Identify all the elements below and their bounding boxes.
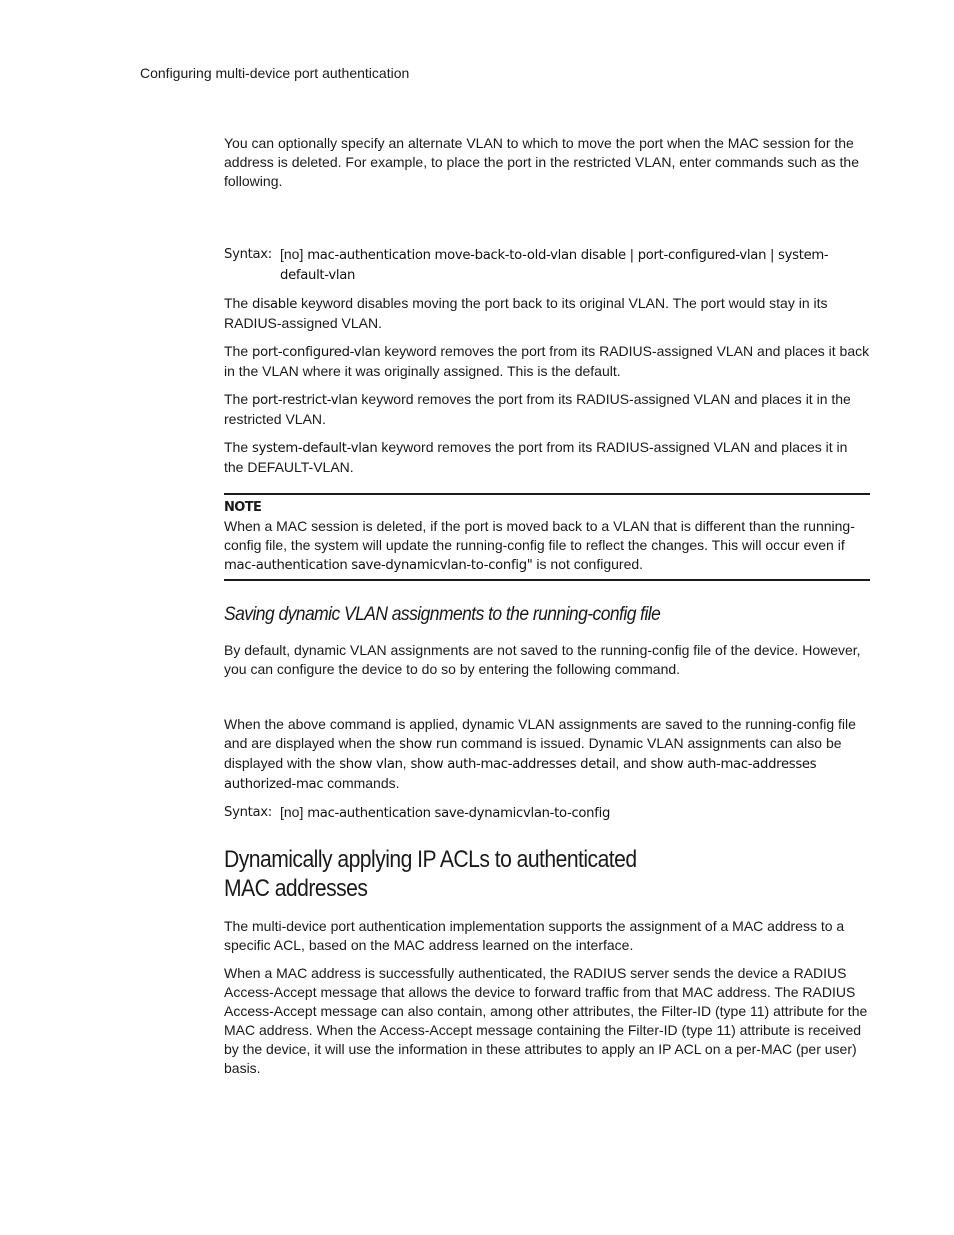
- keyword: show auth-mac-addresses detail: [410, 757, 616, 772]
- acl-paragraph-1: The multi-device port authentication implementation supports the assignment of a MAC address to a specific ACL, based on the MAC address learned on the interface.: [224, 918, 845, 953]
- keyword: port-restrict-vlan: [252, 393, 358, 408]
- keyword: show auth-mac-addresses authorized-mac: [224, 757, 817, 792]
- syntax-move-back: [224, 245, 870, 285]
- note-label: NOTE: [224, 500, 262, 515]
- page-content: [224, 134, 870, 1078]
- note-text-part: is not configured.: [536, 556, 644, 572]
- desc-text: keyword disables moving the port back to its original VLAN. The port would stay in its RADIUS-assigned VLAN.: [224, 295, 828, 331]
- intro-paragraph: You can optionally specify an alternate VLAN to which to move the port when the MAC session for the address is deleted. For example, to place the port in the restricted VLAN, enter commands such as the following.: [224, 135, 859, 189]
- desc-text: keyword removes the port from its RADIUS-assigned VLAN and places it in the DEFAULT-VLAN.: [224, 439, 848, 475]
- running-header: Configuring multi-device port authentication: [140, 65, 410, 81]
- syntax-no-option: [no]: [280, 246, 304, 262]
- note-text-part: When a MAC session is deleted, if the port is moved back to a VLAN that is different than the running-config file, the system will update the running-config file to reflect the changes. This will occur even if: [224, 518, 855, 553]
- subheading-saving-dynamic-vlan: Saving dynamic VLAN assignments to the running-config file: [224, 604, 661, 625]
- keyword: mac-authentication save-dynamicvlan-to-config": [224, 558, 533, 573]
- saving-paragraph: By default, dynamic VLAN assignments are not saved to the running-config file of the device. However, you can configure the device to do so by entering the following command.: [224, 642, 861, 677]
- syntax-body: [280, 803, 870, 823]
- applied-paragraph: [224, 715, 870, 794]
- desc-text: The: [224, 439, 249, 455]
- keyword: show vlan: [339, 757, 403, 772]
- keyword: system-default-vlan: [252, 441, 378, 456]
- syntax-label: Syntax:: [224, 247, 272, 262]
- note-text: [224, 517, 870, 575]
- desc-text: The: [224, 343, 249, 359]
- text: command is issued. Dynamic VLAN assignments can also be displayed with the: [224, 735, 842, 771]
- text: commands.: [327, 775, 400, 791]
- desc-disable: [224, 294, 870, 333]
- syntax-command: mac-authentication save-dynamicvlan-to-config: [307, 806, 611, 821]
- text: , and: [615, 755, 647, 771]
- syntax-command: mac-authentication move-back-to-old-vlan disable | port-configured-vlan | system-default-vlan: [280, 248, 829, 283]
- syntax-no-option: [no]: [280, 804, 304, 820]
- acl-paragraph-2: When a MAC address is successfully authenticated, the RADIUS server sends the device a RADIUS Access-Accept message that allows the device to forward traffic from that MAC address. The RADIUS Access-Accept message can also contain, among other attributes, the Filter-ID (type 11) attribute for the MAC address. When the Access-Accept message containing the Filter-ID (type 11) attribute is received by the device, it will use the information in these attributes to apply an IP ACL on a per-MAC (per user) basis.: [224, 965, 868, 1076]
- desc-port-restrict-vlan: [224, 390, 870, 429]
- desc-text: The: [224, 295, 249, 311]
- desc-text: keyword removes the port from its RADIUS-assigned VLAN and places it back in the VLAN where it was originally assigned. This is the default.: [224, 343, 870, 379]
- keyword: show run: [399, 737, 458, 752]
- syntax-label: Syntax:: [224, 805, 272, 820]
- desc-text: The: [224, 391, 249, 407]
- note-box: [224, 493, 870, 581]
- syntax-body: [280, 245, 870, 285]
- desc-port-configured-vlan: [224, 342, 870, 381]
- syntax-save-dynamicvlan: [224, 803, 870, 823]
- section-heading-ip-acls: Dynamically applying IP ACLs to authenticated MAC addresses: [224, 846, 637, 902]
- keyword: disable: [252, 297, 298, 312]
- text: When the above command is applied, dynamic VLAN assignments are saved to the running-config file and are displayed when the: [224, 716, 856, 751]
- keyword: port-configured-vlan: [252, 345, 381, 360]
- desc-system-default-vlan: [224, 438, 870, 477]
- desc-text: keyword removes the port from its RADIUS-assigned VLAN and places it in the restricted VLAN.: [224, 391, 851, 427]
- text: ,: [402, 755, 407, 771]
